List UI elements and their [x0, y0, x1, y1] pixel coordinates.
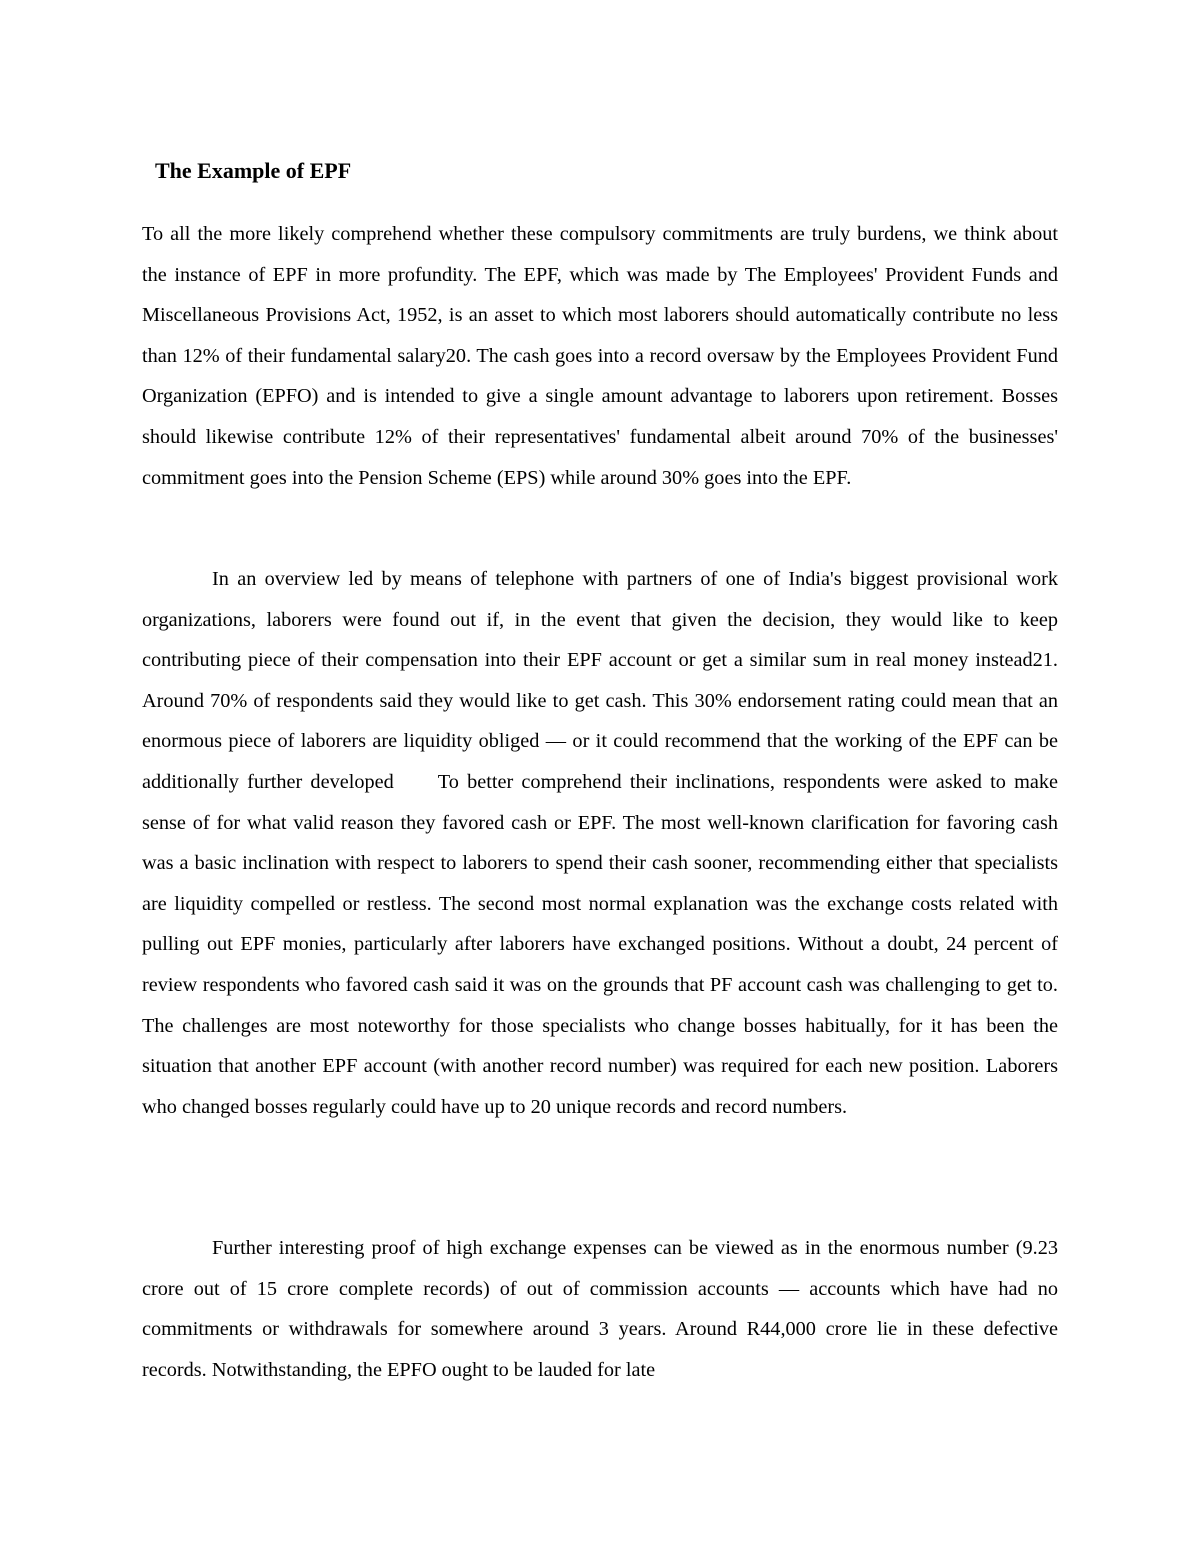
paragraph-2 — [142, 559, 1058, 1127]
paragraph-1: To all the more likely comprehend whether these compulsory commitments are truly burdens, we think about the instance of EPF in more profundity. The EPF, which was made by The Employees' Provident Funds and Miscellaneous Provisions Act, 1952, is an asset to which most laborers should automatically contribute no less than 12% of their fundamental salary20. The cash goes into a record oversaw by the Employees Provident Fund Organization (EPFO) and is intended to give a single amount advantage to laborers upon retirement. Bosses should likewise contribute 12% of their representatives' fundamental albeit around 70% of the businesses' commitment goes into the Pension Scheme (EPS) while around 30% goes into the EPF. — [142, 223, 1058, 489]
section-heading: The Example of EPF — [155, 158, 352, 183]
paragraph-2-continuation: To better comprehend their inclinations, respondents were asked to make sense of for what valid reason they favored cash or EPF. The most well-known clarification for favoring cash was a basic inclination with respect to laborers to spend their cash sooner, recommending either that specialists are liquidity compelled or restless. The second most normal explanation was the exchange costs related with pulling out EPF monies, particularly after laborers have exchanged positions. Without a doubt, 24 percent of review respondents who favored cash said it was on the grounds that PF account cash was challenging to get to. The challenges are most noteworthy for those specialists who change bosses habitually, for it has been the situation that another EPF account (with another record number) was required for each new position. Laborers who changed bosses regularly could have up to 20 unique records and record numbers. — [142, 770, 1058, 1118]
paragraph-3: Further interesting proof of high exchange expenses can be viewed as in the enormous number (9.23 crore out of 15 crore complete records) of out of commission accounts — accounts which have had no commitments or withdrawals for somewhere around 3 years. Around R44,000 crore lie in these defective records. Notwithstanding, the EPFO ought to be lauded for late — [142, 1237, 1058, 1381]
paragraph-2-text: In an overview led by means of telephone with partners of one of India's biggest provisional work organizations, laborers were found out if, in the event that given the decision, they would like to keep contributing piece of their compensation into their EPF account or get a similar sum in real money instead21. Around 70% of respondents said they would like to get cash. This 30% endorsement rating could mean that an enormous piece of laborers are liquidity obliged — or it could recommend that the working of the EPF can be additionally further developed — [142, 568, 1058, 793]
